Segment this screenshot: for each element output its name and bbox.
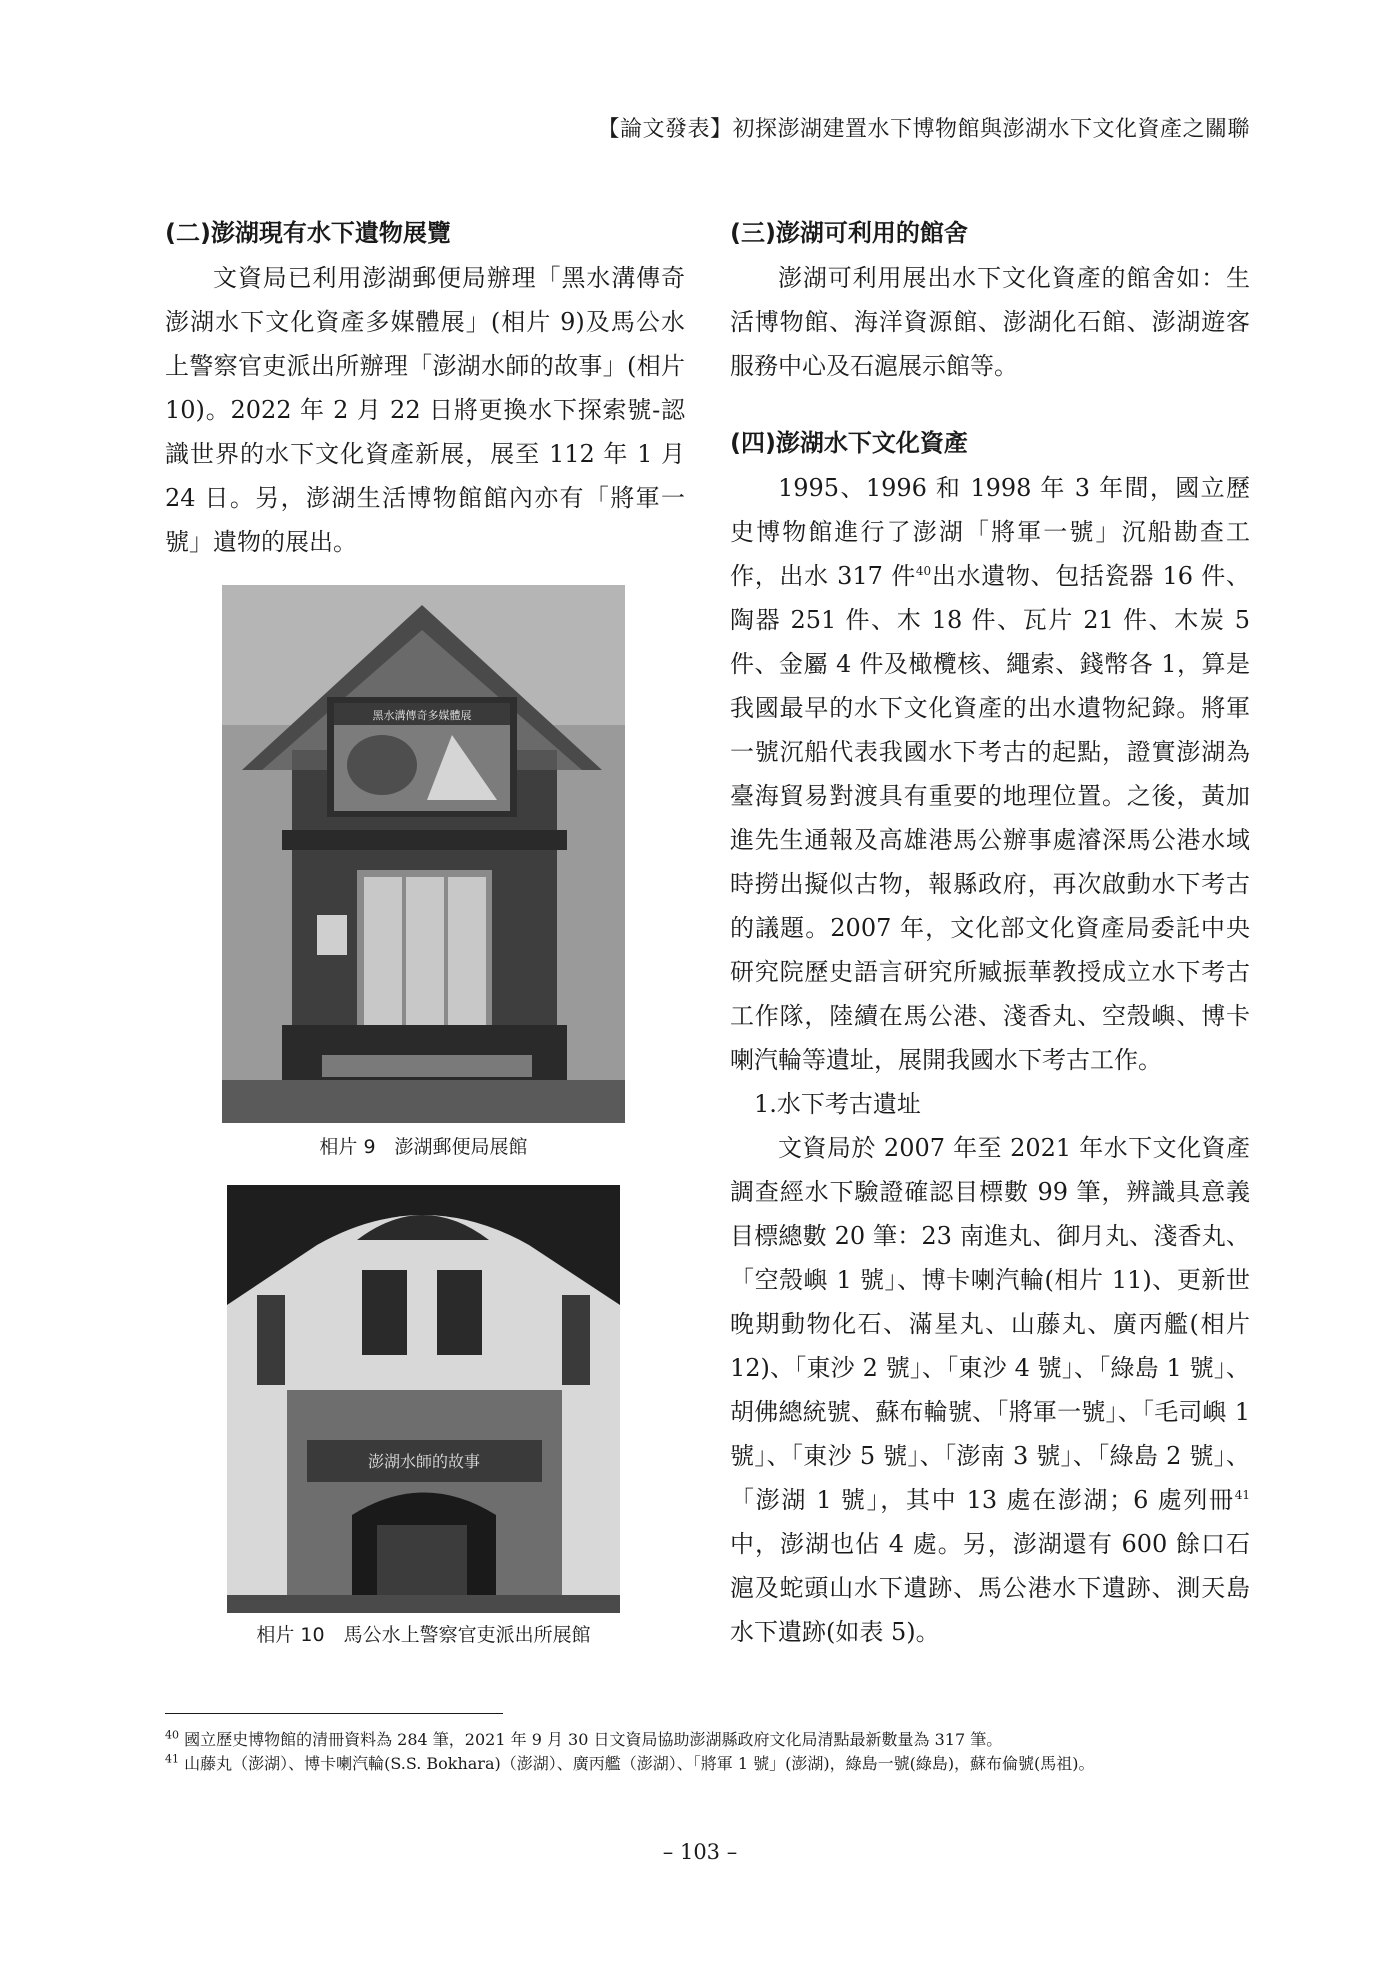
- page-number: – 103 –: [662, 1840, 738, 1864]
- footnote-ref-41[interactable]: 41: [1234, 1488, 1250, 1502]
- footnote-41: [165, 1752, 1245, 1776]
- photo-9-post-office: [222, 585, 625, 1123]
- footnotes: [165, 1728, 1245, 1776]
- subsection-body-sites: [730, 1126, 1250, 1654]
- photo-9-banner-text: 黑水溝傳奇多媒體展: [372, 709, 472, 722]
- footnote-40: [165, 1728, 1245, 1752]
- heritage-text-part-2: 出水遺物、包括瓷器 16 件、陶器 251 件、木 18 件、瓦片 21 件、木炭 5 件、金屬 4 件及橄欖核、繩索、錢幣各 1，算是我國最早的水下文化資產的出水遺物紀錄。將軍一號沉船代表我國水下考古的起點，證實澎湖為臺海貿易對渡具有重要的地理位置。之後，黃加進先生通報及高雄港馬公辦事處濬深馬公港水域時撈出擬似古物，報縣政府，再次啟動水下考古的議題。2007 年，文化部文化資產局委託中央研究院歷史語言研究所臧振華教授成立水下考古工作隊，陸續在馬公港、淺香丸、空殼嶼、博卡喇汽輪等遺址，展開我國水下考古工作。: [730, 562, 1250, 1074]
- left-column: [165, 218, 685, 564]
- section-body-heritage: [730, 466, 1250, 1082]
- section-heading-heritage: (四)澎湖水下文化資產: [730, 429, 968, 457]
- sites-text-part-2: 中，澎湖也佔 4 處。另，澎湖還有 600 餘口石滬及蛇頭山水下遺跡、馬公港水下遺跡、測天島水下遺跡(如表 5)。: [730, 1530, 1250, 1646]
- photo-10-police-station: [227, 1185, 620, 1613]
- sites-text-part-1: 文資局於 2007 年至 2021 年水下文化資產調查經水下驗證確認目標數 99 筆，辨識具意義目標總數 20 筆：23 南進丸、御月丸、淺香丸、「空殼嶼 1 號」、博卡喇汽輪(相片 11)、更新世晚期動物化石、滿星丸、山藤丸、廣丙艦(相片 12)、「東沙 2 號」、「東沙 4 號」、「綠島 1 號」、胡佛總統號、蘇布輪號、「將軍一號」、「毛司嶼 1 號」、「東沙 5 號」、「澎南 3 號」、「綠島 2 號」、「澎湖 1 號」，其中 13 處在澎湖；6 處列冊: [730, 1134, 1250, 1514]
- section-heading-exhibitions: (二)澎湖現有水下遺物展覽: [165, 219, 451, 247]
- subsection-heading-sites: 1.水下考古遺址: [754, 1090, 921, 1118]
- photo-9-illustration: [222, 585, 625, 1123]
- running-header: 【論文發表】初探澎湖建置水下博物館與澎湖水下文化資產之關聯: [597, 117, 1250, 142]
- heritage-text-part-1: 1995、1996 和 1998 年 3 年間，國立歷史博物館進行了澎湖「將軍一號」沉船勘查工作，出水 317 件: [730, 474, 1250, 590]
- footnote-number: 41: [165, 1752, 179, 1766]
- footnote-text: 國立歷史博物館的清冊資料為 284 筆，2021 年 9 月 30 日文資局協助澎湖縣政府文化局清點最新數量為 317 筆。: [184, 1730, 1003, 1749]
- photo-10-sign-text: 澎湖水師的故事: [367, 1452, 481, 1471]
- footnote-ref-40[interactable]: 40: [915, 564, 932, 578]
- section-body-exhibitions: 文資局已利用澎湖郵便局辦理「黑水溝傳奇澎湖水下文化資產多媒體展」(相片 9)及馬公水上警察官吏派出所辦理「澎湖水師的故事」(相片 10)。2022 年 2 月 22 日將更換水下探索號-認識世界的水下文化資產新展，展至 112 年 1 月 24 日。另，澎湖生活博物館館內亦有「將軍一號」遺物的展出。: [165, 264, 685, 556]
- footnote-divider: [165, 1713, 503, 1714]
- footnote-text: 山藤丸（澎湖）、博卡喇汽輪(S.S. Bokhara)（澎湖）、廣丙艦（澎湖）、「將軍 1 號」(澎湖)，綠島一號(綠島)，蘇布倫號(馬祖)。: [184, 1754, 1095, 1773]
- photo-10-caption: 相片 10 馬公水上警察官吏派出所展館: [256, 1624, 591, 1646]
- footnote-number: 40: [165, 1728, 179, 1742]
- section-body-venues: 澎湖可利用展出水下文化資產的館舍如：生活博物館、海洋資源館、澎湖化石館、澎湖遊客服務中心及石滬展示館等。: [730, 264, 1250, 380]
- photo-9-caption: 相片 9 澎湖郵便局展館: [319, 1136, 528, 1158]
- photo-10-illustration: [227, 1185, 620, 1613]
- section-heading-venues: (三)澎湖可利用的館舍: [730, 219, 968, 247]
- right-column: [730, 218, 1250, 1654]
